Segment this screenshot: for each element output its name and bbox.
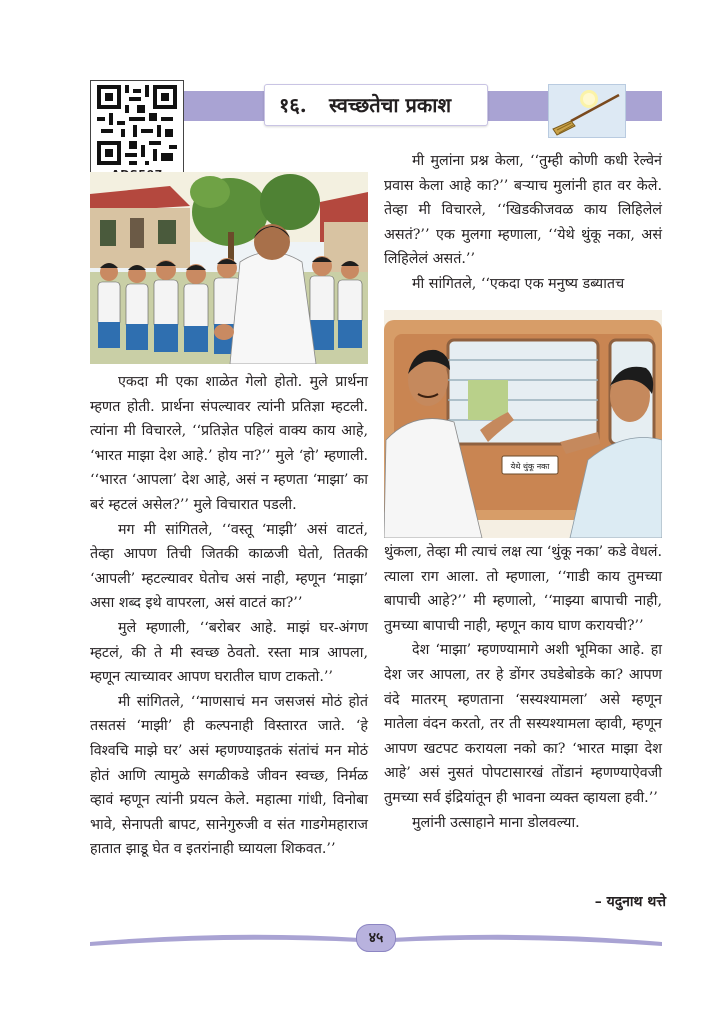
chapter-title-tab bbox=[264, 84, 488, 126]
broom-decoration bbox=[548, 84, 626, 138]
paragraph: एकदा मी एका शाळेत गेलो होतो. मुले प्रार्थना म्हणत होती. प्रार्थना संपल्यावर त्यांनी प्रतिज्ञा म्हटली. त्यांना मी विचारले, ‘‘प्रतिज्ञेत पहिलं वाक्य काय आहे, ‘भारत माझा देश आहे.’ होय ना?’’ मुले ‘हो’ म्हणाली. ‘‘भारत ‘आपला’ देश आहे, असं न म्हणता ‘माझा’ का बरं म्हटलं असेल?’’ मुले विचारात पडली. bbox=[90, 374, 368, 513]
broom-icon bbox=[549, 85, 625, 137]
author-signature: – यदुनाथ थत्ते bbox=[594, 894, 666, 910]
qr-code[interactable] bbox=[90, 80, 184, 184]
chapter-number: १६. bbox=[279, 93, 307, 117]
chapter-title: स्वच्छतेचा प्रकाश bbox=[329, 93, 452, 117]
left-column-text bbox=[90, 370, 368, 862]
paragraph: मी सांगितले, ‘‘माणसाचं मन जसजसं मोठं होतं तसतसं ‘माझी’ ही कल्पनाही विस्तारत जाते. ‘हे विश्वचि माझे घर’ असं म्हणण्याइतकं संतांचं मन मोठं होतं आणि त्यामुळे सगळीकडे जीवन स्वच्छ, निर्मळ व्हावं म्हणून त्यांनी प्रयत्न केले. महात्मा गांधी, विनोबा भावे, सेनापती बापट, सानेगुरुजी व संत गाडगेमहाराज हातात झाडू घेत व इतरांनाही घ्यायला शिकवत.’’ bbox=[90, 693, 368, 858]
right-column-top-text bbox=[384, 149, 662, 297]
page-number: ४५ bbox=[356, 924, 396, 952]
train-compartment-illustration bbox=[384, 310, 662, 538]
qr-code-icon bbox=[97, 85, 177, 165]
paragraph: मी मुलांना प्रश्न केला, ‘‘तुम्ही कोणी कधी रेल्वेनं प्रवास केला आहे का?’’ बऱ्याच मुलांनी हात वर केले. तेव्हा मी विचारले, ‘‘खिडकीजवळ काय लिहिलेलं असतं?’’ एक मुलगा म्हणाला, ‘‘येथे थुंकू नका, असं लिहिलेलं असतं.’’ bbox=[384, 153, 662, 268]
paragraph: थुंकला, तेव्हा मी त्याचं लक्ष त्या ‘थुंकू नका’ कडे वेधलं. त्याला राग आला. तो म्हणाला, ‘‘गाडी काय तुमच्या बापाची आहे?’’ मी म्हणालो, ‘‘माझ्या बापाची नाही, तुमच्या बापाची नाही, म्हणून काय घाण करायची?’’ bbox=[384, 544, 662, 634]
school-children-illustration bbox=[90, 172, 368, 364]
paragraph: मी सांगितले, ‘‘एकदा एक मनुष्य डब्यातच bbox=[412, 275, 625, 292]
paragraph: देश ‘माझा’ म्हणण्यामागे अशी भूमिका आहे. हा देश जर आपला, तर हे डोंगर उघडेबोडके का? आपण वंदे मातरम् म्हणताना ‘सस्यश्यामला’ असे म्हणून मातेला वंदन करतो, तर ती सस्यश्यामला व्हावी, म्हणून आपण खटपट करायला नको का? ‘भारत माझा देश आहे’ असं नुसतं पोपटासारखं तोंडानं म्हणण्याऐवजी तुमच्या सर्व इंद्रियांतून ही भावना व्यक्त व्हायला हवी.’’ bbox=[384, 642, 662, 806]
paragraph: मुले म्हणाली, ‘‘बरोबर आहे. माझं घर-अंगण म्हटलं, की ते मी स्वच्छ ठेवतो. रस्ता मात्र आपला, म्हणून त्याच्यावर आपण घरातील घाण टाकतो.’’ bbox=[90, 619, 368, 686]
right-column-bottom-text bbox=[384, 540, 662, 835]
paragraph: मग मी सांगितले, ‘‘वस्तू ‘माझी’ असं वाटतं, तेव्हा आपण तिची जितकी काळजी घेतो, तितकी ‘आपली’ म्हटल्यावर घेतोच असं नाही, म्हणून ‘माझा’ असा शब्द इथे वापरला, असं वाटतं का?’’ bbox=[90, 521, 368, 612]
paragraph: मुलांनी उत्साहाने माना डोलवल्या. bbox=[412, 814, 580, 831]
no-spitting-sign: येथे थुंकू नका bbox=[510, 462, 550, 471]
